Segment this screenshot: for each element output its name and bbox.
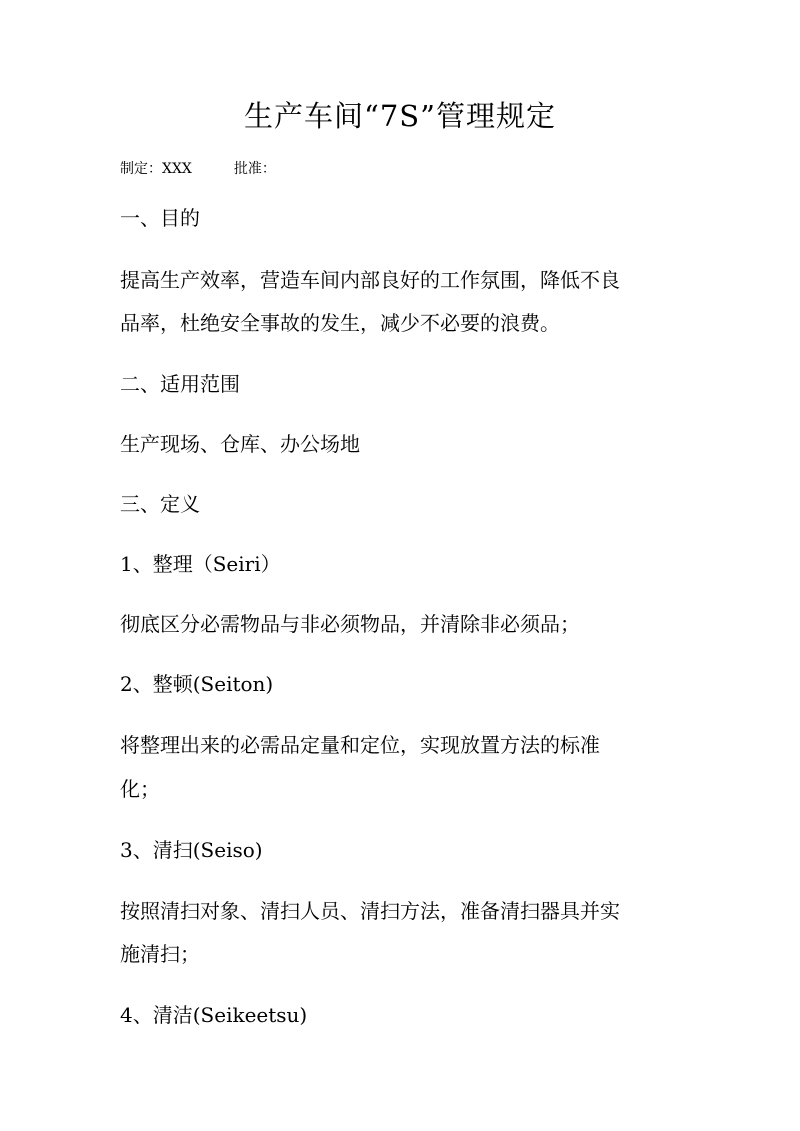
section-heading-scope: 二、适用范围	[120, 372, 240, 396]
subsection-heading-seiri: 1、整理（Seiri）	[120, 552, 281, 576]
subsection-heading-seiton: 2、整顿(Seiton)	[120, 672, 274, 696]
approver-label: 批准：	[233, 161, 276, 177]
section-heading-definition: 三、定义	[120, 492, 200, 516]
paragraph-line: 提高生产效率，营造车间内部良好的工作氛围，降低不良	[120, 268, 620, 292]
paragraph-line: 按照清扫对象、清扫人员、清扫方法，准备清扫器具并实	[120, 899, 620, 923]
subsection-heading-seiketsu: 4、清洁(Seikeetsu)	[120, 1003, 308, 1027]
paragraph-line: 生产现场、仓库、办公场地	[120, 432, 360, 456]
paragraph-line: 将整理出来的必需品定量和定位，实现放置方法的标准	[120, 733, 600, 757]
section-heading-purpose: 一、目的	[120, 206, 200, 230]
paragraph-line: 施清扫；	[120, 942, 200, 966]
paragraph-line: 彻底区分必需物品与非必须物品，并清除非必须品；	[120, 612, 580, 636]
subsection-heading-seiso: 3、清扫(Seiso)	[120, 838, 263, 862]
document-meta	[120, 158, 276, 180]
paragraph-line: 品率，杜绝安全事故的发生，减少不必要的浪费。	[120, 311, 560, 335]
document-title: 生产车间“7S”管理规定	[244, 99, 556, 133]
author-label: 制定：XXX	[120, 161, 192, 177]
paragraph-line: 化；	[120, 777, 160, 801]
